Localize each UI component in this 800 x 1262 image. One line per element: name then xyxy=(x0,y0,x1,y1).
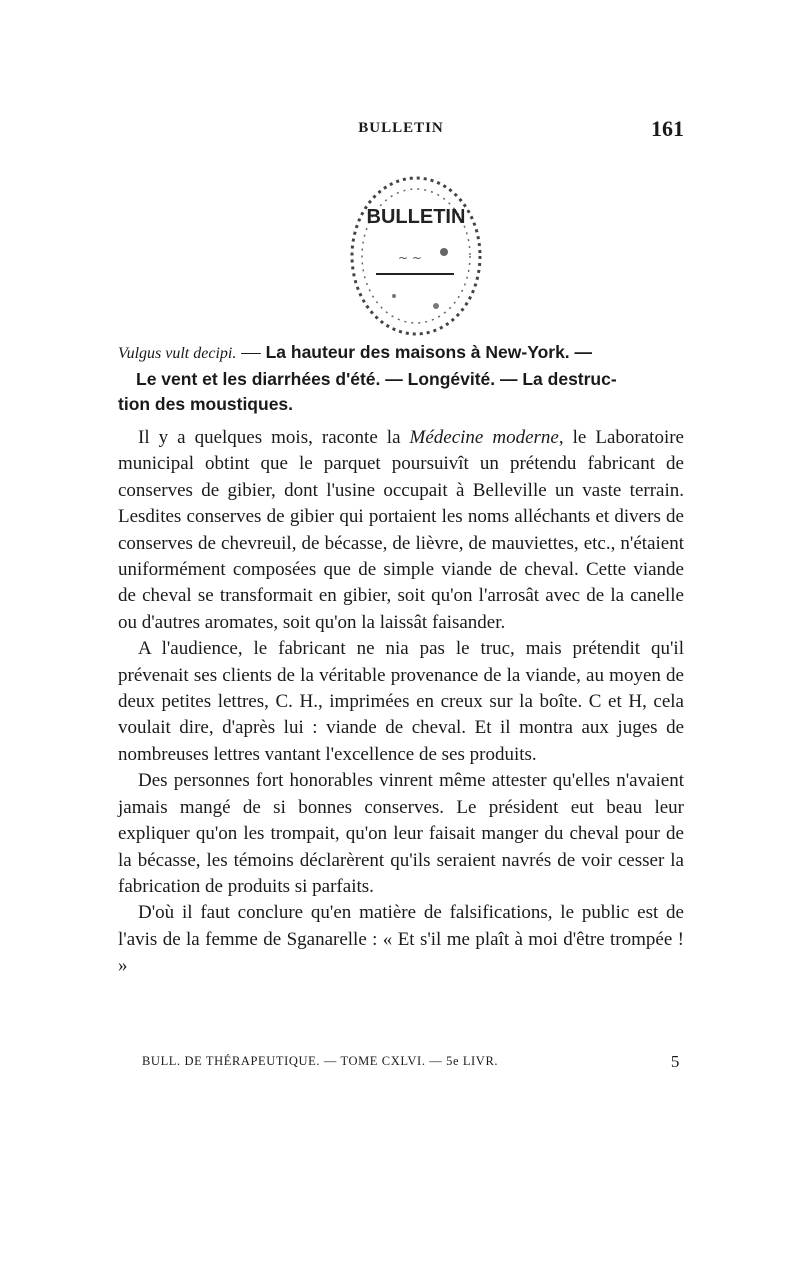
paragraph-4: D'où il faut conclure qu'en matière de falsifications, le public est de l'avis de la femme de Sganarelle : « Et s'il me plaît à moi d'être trompée ! » xyxy=(118,902,684,977)
stamp-icon xyxy=(336,166,496,346)
running-head-title: BULLETIN xyxy=(358,120,444,136)
page-footer xyxy=(118,1052,684,1074)
paragraph-3: Des personnes fort honorables vinrent même attester qu'elles n'avaient jamais mangé de si bonnes conserves. Le président eut beau leur expliquer qu'on les trompait, qu'on leur faisait manger du cheval pour de la bécasse, les témoins déclarèrent qu'ils seraient navrés de voir cesser la fabrication de produits si parfaits. xyxy=(118,770,684,897)
footer-sheet-number: 5 xyxy=(670,1052,680,1071)
article-body xyxy=(118,425,684,980)
summary-topics-2: Le vent et les diarrhées d'été. — Longévité. — La destruc- xyxy=(136,368,617,389)
library-stamp xyxy=(336,166,496,346)
summary-dash: — xyxy=(241,342,261,363)
page-number: 161 xyxy=(651,116,684,141)
article-summary xyxy=(118,340,684,418)
summary-lead: Vulgus vult decipi. xyxy=(118,345,237,362)
summary-topics-3: tion des moustiques. xyxy=(118,394,294,414)
running-head xyxy=(118,116,684,146)
footer-signature: BULL. DE THÉRAPEUTIQUE. — TOME CXLVI. — 5e LIVR. xyxy=(142,1054,499,1068)
journal-title: Médecine moderne xyxy=(409,427,559,448)
stamp-label: BULLETIN xyxy=(366,206,466,228)
paragraph-2: A l'audience, le fabricant ne nia pas le truc, mais prétendit qu'il prévenait ses clients de la véritable provenance de la viande, au moyen de deux petites lettres, C. H., imprimées en creux sur la boîte. C et H, cela voulait dire, d'après lui : viande de cheval. Et il montra aux juges de nombreuses lettres vantant l'excellence de ses produits. xyxy=(118,638,684,765)
paragraph-1: Il y a quelques mois, raconte la Médecine moderne, le Laboratoire municipal obtint que le parquet poursuivît un prétendu fabricant de conserves de gibier, dont l'usine occupait à Belleville un vaste terrain. Lesdites conserves de gibier qui portaient les noms alléchants et divers de conserves de chevreuil, de bécasse, de lièvre, de mauviettes, etc., n'étaient uniformément composées que de simple viande de cheval. Cette viande de cheval se transformait en gibier, soit qu'on l'arrosât avec de la canelle ou d'autres aromates, soit qu'on la laissât faisander. xyxy=(118,427,684,633)
summary-topics-1: La hauteur des maisons à New-York. — xyxy=(265,342,593,362)
svg-text:~ ~: ~ ~ xyxy=(398,251,422,265)
